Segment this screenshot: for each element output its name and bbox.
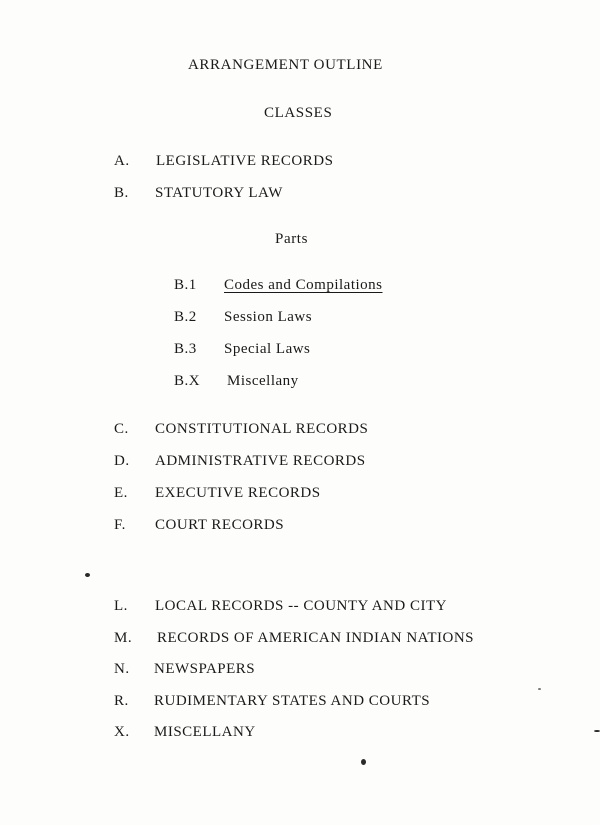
class-label: RECORDS OF AMERICAN INDIAN NATIONS (157, 630, 475, 646)
class-label: MISCELLANY (154, 724, 256, 740)
class-label: RUDIMENTARY STATES AND COURTS (154, 693, 431, 709)
part-code: B.3 (174, 341, 197, 357)
class-code: E. (114, 485, 128, 501)
scan-speck (85, 573, 90, 577)
part-code: B.X (174, 373, 201, 389)
scan-speck (538, 688, 541, 690)
page-title: ARRANGEMENT OUTLINE (188, 57, 383, 73)
class-label: ADMINISTRATIVE RECORDS (155, 453, 366, 469)
scan-speck (361, 759, 366, 765)
class-label: STATUTORY LAW (155, 185, 283, 201)
class-code: N. (114, 661, 130, 677)
part-label: Codes and Compilations (224, 277, 383, 293)
part-code: B.1 (174, 277, 197, 293)
class-code: D. (114, 453, 130, 469)
classes-heading: CLASSES (264, 105, 333, 121)
class-code: B. (114, 185, 129, 201)
class-code: X. (114, 724, 130, 740)
class-label: EXECUTIVE RECORDS (155, 485, 321, 501)
scan-speck (594, 730, 600, 732)
class-code: C. (114, 421, 129, 437)
class-label: NEWSPAPERS (154, 661, 256, 677)
part-code: B.2 (174, 309, 197, 325)
class-label: LOCAL RECORDS -- COUNTY AND CITY (155, 598, 447, 614)
class-label: LEGISLATIVE RECORDS (156, 153, 334, 169)
class-code: M. (114, 630, 133, 646)
part-label: Special Laws (224, 341, 311, 357)
class-code: A. (114, 153, 130, 169)
part-label: Miscellany (227, 373, 299, 389)
class-label: CONSTITUTIONAL RECORDS (155, 421, 369, 437)
parts-heading: Parts (275, 231, 308, 247)
class-code: L. (114, 598, 128, 614)
class-label: COURT RECORDS (155, 517, 285, 533)
class-code: F. (114, 517, 126, 533)
class-code: R. (114, 693, 129, 709)
part-label: Session Laws (224, 309, 313, 325)
